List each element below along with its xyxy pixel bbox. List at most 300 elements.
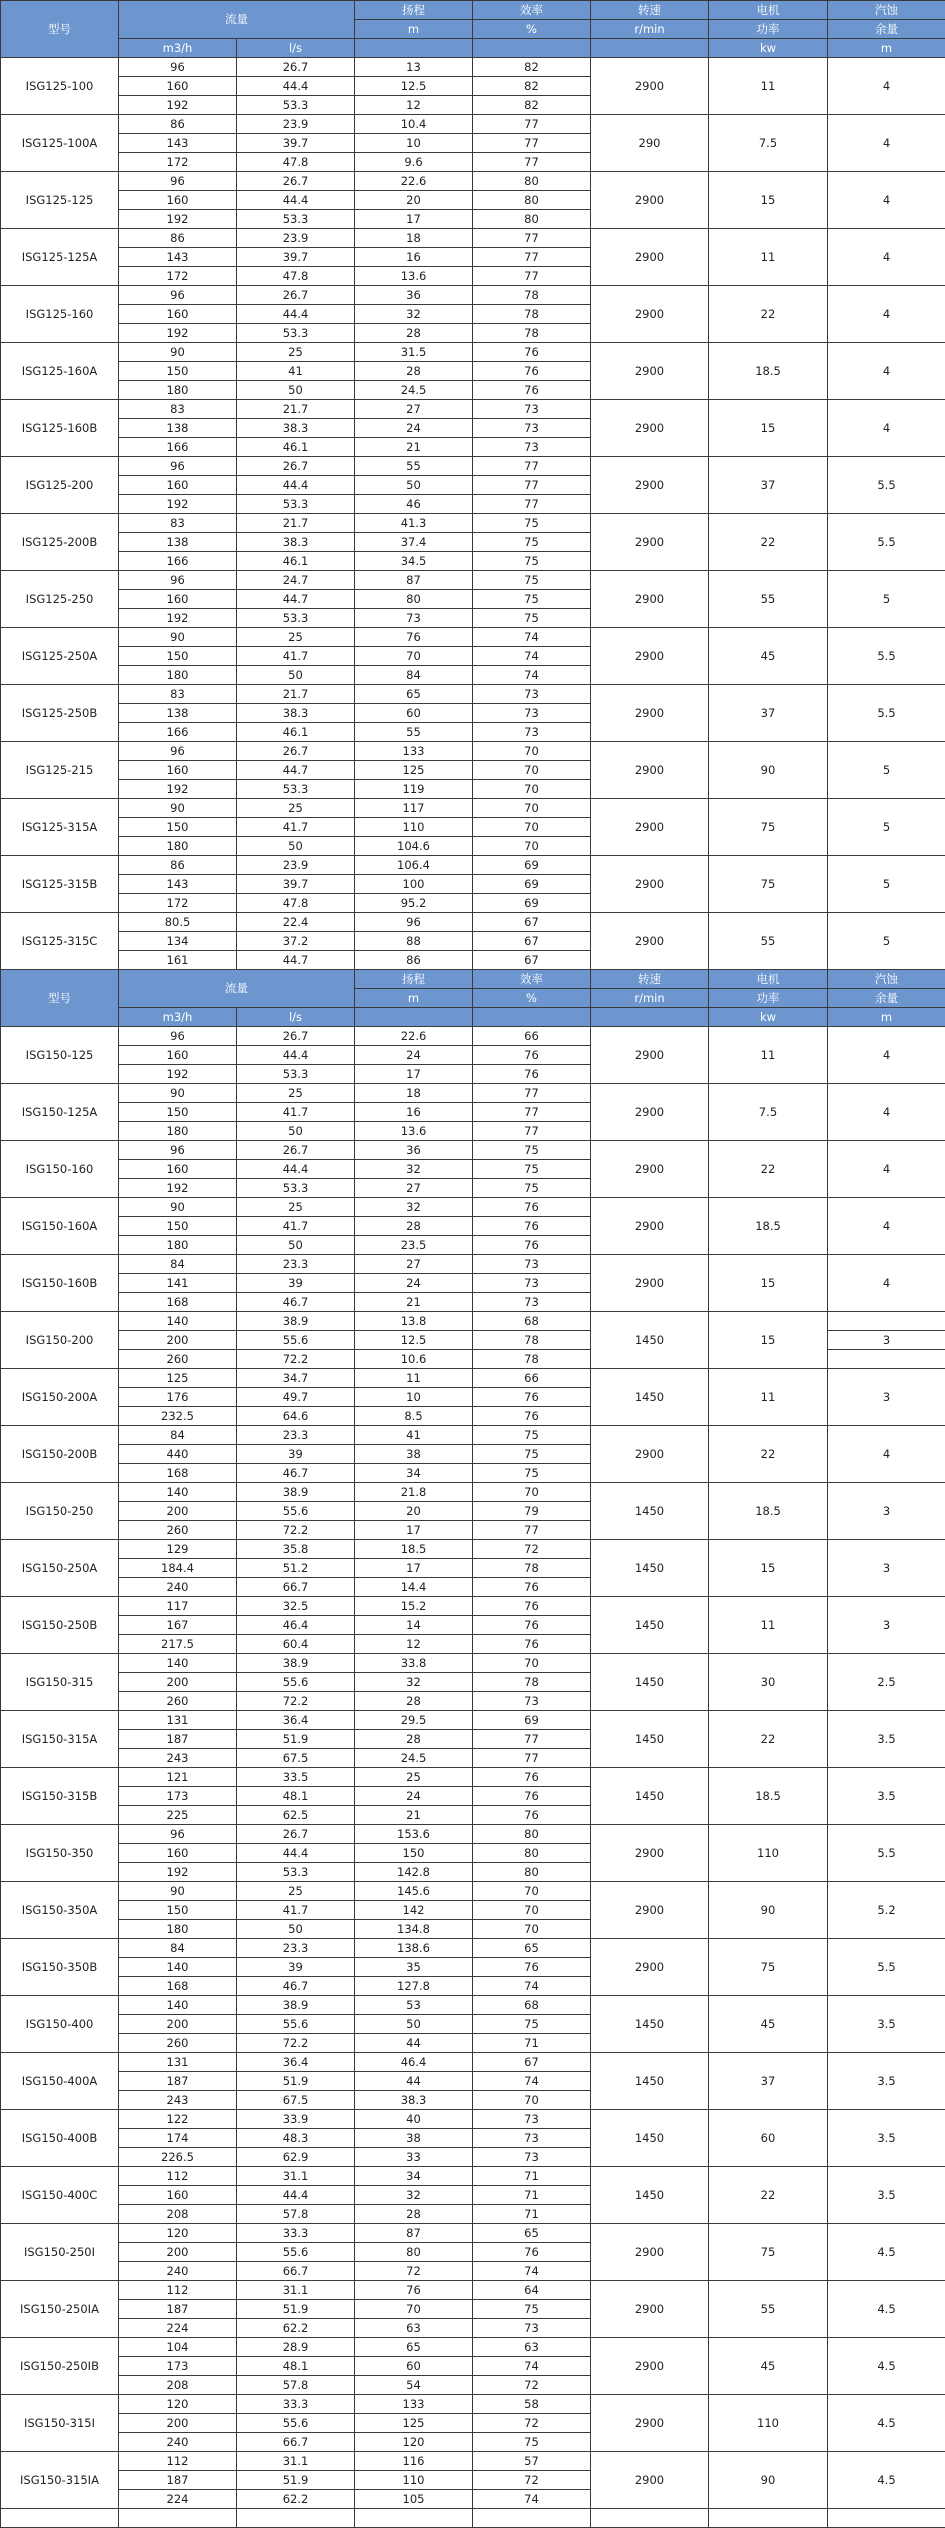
flow-m3h-cell: 131: [119, 1711, 237, 1730]
model-cell: ISG150-350A: [1, 1882, 119, 1939]
flow-ls-cell: 26.7: [237, 286, 355, 305]
speed-cell: 2900: [591, 229, 709, 286]
efficiency-cell: 73: [473, 2148, 591, 2167]
flow-ls-cell: 46.1: [237, 438, 355, 457]
efficiency-cell: 70: [473, 1654, 591, 1673]
head-cell: 95.2: [355, 894, 473, 913]
efficiency-cell: 76: [473, 1597, 591, 1616]
efficiency-cell: 69: [473, 1711, 591, 1730]
head-cell: 134.8: [355, 1920, 473, 1939]
flow-m3h-cell: 140: [119, 1958, 237, 1977]
head-cell: 12: [355, 1635, 473, 1654]
table-row: [1, 115, 945, 134]
npsh-cell: 3.5: [828, 2053, 945, 2110]
efficiency-cell: 75: [473, 514, 591, 533]
flow-m3h-cell: 240: [119, 1578, 237, 1597]
flow-m3h-cell: 160: [119, 1844, 237, 1863]
table-row: [1, 571, 945, 590]
header-npsh: 汽蚀: [828, 1, 945, 20]
flow-m3h-cell: 200: [119, 1673, 237, 1692]
table-body: [1, 1, 945, 2528]
flow-m3h-cell: 168: [119, 1977, 237, 1996]
head-cell: 22.6: [355, 1027, 473, 1046]
head-cell: 63: [355, 2319, 473, 2338]
header-head: 扬程: [355, 970, 473, 989]
model-cell: ISG125-160: [1, 286, 119, 343]
head-cell: 55: [355, 723, 473, 742]
model-cell: ISG150-350: [1, 1825, 119, 1882]
head-cell: 24: [355, 419, 473, 438]
unit-flow-ls: l/s: [237, 39, 355, 58]
speed-cell: 2900: [591, 1255, 709, 1312]
efficiency-cell: 73: [473, 2129, 591, 2148]
flow-m3h-cell: 168: [119, 1293, 237, 1312]
flow-m3h-cell: 131: [119, 2053, 237, 2072]
flow-m3h-cell: 160: [119, 590, 237, 609]
flow-ls-cell: 23.9: [237, 856, 355, 875]
flow-ls-cell: 55.6: [237, 1673, 355, 1692]
flow-ls-cell: 39: [237, 1274, 355, 1293]
power-cell: 18.5: [709, 1198, 828, 1255]
npsh-cell: 4: [828, 1027, 945, 1084]
head-cell: 32: [355, 1198, 473, 1217]
head-cell: 70: [355, 2300, 473, 2319]
flow-ls-cell: 55.6: [237, 2414, 355, 2433]
head-cell: 17: [355, 210, 473, 229]
flow-m3h-cell: 166: [119, 552, 237, 571]
head-cell: 117: [355, 799, 473, 818]
speed-cell: 2900: [591, 2452, 709, 2509]
efficiency-cell: 65: [473, 1939, 591, 1958]
model-cell: ISG150-250IB: [1, 2338, 119, 2395]
head-cell: 73: [355, 609, 473, 628]
flow-ls-cell: 53.3: [237, 1179, 355, 1198]
head-cell: 145.6: [355, 1882, 473, 1901]
head-cell: 116: [355, 2452, 473, 2471]
model-cell: ISG150-125: [1, 1027, 119, 1084]
head-cell: 46: [355, 495, 473, 514]
efficiency-cell: 77: [473, 134, 591, 153]
flow-m3h-cell: 143: [119, 134, 237, 153]
table-row: [1, 1255, 945, 1274]
table-row: [1, 1654, 945, 1673]
flow-m3h-cell: 187: [119, 2471, 237, 2490]
head-cell: 106.4: [355, 856, 473, 875]
flow-ls-cell: 32.5: [237, 1597, 355, 1616]
flow-ls-cell: 53.3: [237, 96, 355, 115]
model-cell: ISG150-160B: [1, 1255, 119, 1312]
flow-m3h-cell: 90: [119, 1198, 237, 1217]
flow-m3h-cell: 260: [119, 1521, 237, 1540]
efficiency-cell: 70: [473, 1483, 591, 1502]
model-cell: ISG150-250A: [1, 1540, 119, 1597]
power-cell: 11: [709, 1597, 828, 1654]
efficiency-cell: 77: [473, 153, 591, 172]
head-cell: 88: [355, 932, 473, 951]
head-cell: 127.8: [355, 1977, 473, 1996]
head-cell: 23.5: [355, 1236, 473, 1255]
header-npsh-margin: 余量: [828, 20, 945, 39]
head-cell: 21: [355, 438, 473, 457]
efficiency-cell: 80: [473, 1825, 591, 1844]
flow-ls-cell: 46.7: [237, 1464, 355, 1483]
speed-cell: 1450: [591, 1312, 709, 1369]
power-cell: 18.5: [709, 343, 828, 400]
efficiency-cell: 70: [473, 799, 591, 818]
table-row: [1, 1825, 945, 1844]
efficiency-cell: 77: [473, 1749, 591, 1768]
flow-ls-cell: 50: [237, 1236, 355, 1255]
flow-ls-cell: 26.7: [237, 742, 355, 761]
flow-ls-cell: 44.4: [237, 305, 355, 324]
head-cell: 150: [355, 1844, 473, 1863]
efficiency-cell: 72: [473, 2471, 591, 2490]
efficiency-cell: 76: [473, 1578, 591, 1597]
efficiency-cell: 76: [473, 1958, 591, 1977]
efficiency-cell: 70: [473, 2091, 591, 2110]
efficiency-cell: 76: [473, 2243, 591, 2262]
efficiency-cell: 68: [473, 1996, 591, 2015]
head-cell: 24.5: [355, 1749, 473, 1768]
efficiency-cell: 76: [473, 1065, 591, 1084]
table-row: [1, 685, 945, 704]
flow-ls-cell: 51.2: [237, 1559, 355, 1578]
table-row: [1, 856, 945, 875]
speed-cell: 2900: [591, 2395, 709, 2452]
head-cell: 110: [355, 2471, 473, 2490]
flow-ls-cell: 60.4: [237, 1635, 355, 1654]
flow-m3h-cell: 166: [119, 438, 237, 457]
head-cell: 27: [355, 1179, 473, 1198]
head-cell: 28: [355, 1692, 473, 1711]
flow-ls-cell: 31.1: [237, 2281, 355, 2300]
flow-m3h-cell: 86: [119, 115, 237, 134]
head-cell: 16: [355, 248, 473, 267]
efficiency-cell: 70: [473, 1920, 591, 1939]
flow-m3h-cell: 112: [119, 2452, 237, 2471]
flow-m3h-cell: 112: [119, 2281, 237, 2300]
flow-m3h-cell: 90: [119, 628, 237, 647]
efficiency-cell: 75: [473, 1426, 591, 1445]
npsh-cell: 4: [828, 343, 945, 400]
header-model: 型号: [1, 1, 119, 58]
head-cell: 133: [355, 2395, 473, 2414]
model-cell: ISG150-160: [1, 1141, 119, 1198]
table-row: [1, 2110, 945, 2129]
head-cell: 17: [355, 1559, 473, 1578]
npsh-cell: 2.5: [828, 1654, 945, 1711]
efficiency-cell: 69: [473, 875, 591, 894]
flow-m3h-cell: 96: [119, 172, 237, 191]
flow-ls-cell: 44.4: [237, 476, 355, 495]
flow-ls-cell: 66.7: [237, 1578, 355, 1597]
flow-m3h-cell: 120: [119, 2224, 237, 2243]
power-cell: 90: [709, 742, 828, 799]
flow-ls-cell: 72.2: [237, 1521, 355, 1540]
flow-m3h-cell: 150: [119, 1217, 237, 1236]
head-cell: 38.3: [355, 2091, 473, 2110]
speed-cell: 1450: [591, 1996, 709, 2053]
power-cell: 7.5: [709, 1084, 828, 1141]
head-cell: 142: [355, 1901, 473, 1920]
npsh-cell: 4: [828, 58, 945, 115]
npsh-cell: 5: [828, 856, 945, 913]
model-cell: ISG150-200A: [1, 1369, 119, 1426]
flow-m3h-cell: 121: [119, 1768, 237, 1787]
head-cell: 50: [355, 476, 473, 495]
empty-row: [1, 2509, 945, 2528]
flow-ls-cell: 50: [237, 1122, 355, 1141]
flow-m3h-cell: 167: [119, 1616, 237, 1635]
speed-cell: 2900: [591, 571, 709, 628]
flow-ls-cell: 39.7: [237, 134, 355, 153]
flow-ls-cell: 44.7: [237, 590, 355, 609]
model-cell: ISG150-200B: [1, 1426, 119, 1483]
efficiency-cell: 78: [473, 1350, 591, 1369]
flow-m3h-cell: 200: [119, 1502, 237, 1521]
flow-m3h-cell: 86: [119, 229, 237, 248]
power-cell: 11: [709, 229, 828, 286]
head-cell: 87: [355, 2224, 473, 2243]
power-cell: 75: [709, 2224, 828, 2281]
flow-ls-cell: 38.9: [237, 1996, 355, 2015]
flow-m3h-cell: 96: [119, 286, 237, 305]
head-cell: 24: [355, 1274, 473, 1293]
table-row: [1, 1711, 945, 1730]
efficiency-cell: 76: [473, 1806, 591, 1825]
npsh-cell: 4: [828, 1255, 945, 1312]
table-row: [1, 1141, 945, 1160]
efficiency-cell: 76: [473, 381, 591, 400]
efficiency-cell: 78: [473, 324, 591, 343]
speed-cell: 2900: [591, 913, 709, 970]
head-cell: 54: [355, 2376, 473, 2395]
efficiency-cell: 71: [473, 2167, 591, 2186]
flow-ls-cell: 62.5: [237, 1806, 355, 1825]
flow-ls-cell: 46.1: [237, 552, 355, 571]
npsh-cell: 4.5: [828, 2224, 945, 2281]
flow-m3h-cell: 129: [119, 1540, 237, 1559]
npsh-cell: 4.5: [828, 2452, 945, 2509]
efficiency-cell: 73: [473, 2110, 591, 2129]
flow-m3h-cell: 172: [119, 894, 237, 913]
flow-m3h-cell: 80.5: [119, 913, 237, 932]
model-cell: ISG125-250: [1, 571, 119, 628]
speed-cell: 2900: [591, 1426, 709, 1483]
flow-ls-cell: 47.8: [237, 153, 355, 172]
flow-ls-cell: 53.3: [237, 1863, 355, 1882]
efficiency-cell: 72: [473, 1540, 591, 1559]
head-cell: 28: [355, 2205, 473, 2224]
flow-ls-cell: 44.4: [237, 1160, 355, 1179]
model-cell: ISG125-100A: [1, 115, 119, 172]
flow-ls-cell: 55.6: [237, 2015, 355, 2034]
flow-m3h-cell: 174: [119, 2129, 237, 2148]
efficiency-cell: 77: [473, 115, 591, 134]
flow-m3h-cell: 160: [119, 1160, 237, 1179]
table-row: [1, 1540, 945, 1559]
flow-ls-cell: 38.9: [237, 1483, 355, 1502]
efficiency-cell: 80: [473, 1844, 591, 1863]
npsh-cell: [828, 1350, 945, 1369]
efficiency-cell: 64: [473, 2281, 591, 2300]
flow-ls-cell: 23.9: [237, 115, 355, 134]
power-cell: 45: [709, 2338, 828, 2395]
power-cell: 7.5: [709, 115, 828, 172]
flow-m3h-cell: 166: [119, 723, 237, 742]
flow-m3h-cell: 96: [119, 58, 237, 77]
flow-ls-cell: 53.3: [237, 495, 355, 514]
head-cell: 38: [355, 1445, 473, 1464]
efficiency-cell: 73: [473, 419, 591, 438]
flow-m3h-cell: 240: [119, 2433, 237, 2452]
head-cell: 34: [355, 2167, 473, 2186]
npsh-cell: 4: [828, 286, 945, 343]
flow-ls-cell: 23.3: [237, 1426, 355, 1445]
flow-m3h-cell: 90: [119, 799, 237, 818]
flow-ls-cell: 50: [237, 837, 355, 856]
flow-m3h-cell: 217.5: [119, 1635, 237, 1654]
power-cell: 90: [709, 1882, 828, 1939]
model-cell: ISG125-125: [1, 172, 119, 229]
head-cell: 17: [355, 1065, 473, 1084]
flow-m3h-cell: 200: [119, 2414, 237, 2433]
efficiency-cell: 76: [473, 1787, 591, 1806]
flow-m3h-cell: 208: [119, 2205, 237, 2224]
model-cell: ISG125-315B: [1, 856, 119, 913]
model-cell: ISG150-315B: [1, 1768, 119, 1825]
efficiency-cell: 63: [473, 2338, 591, 2357]
power-cell: 60: [709, 2110, 828, 2167]
header-npsh: 汽蚀: [828, 970, 945, 989]
flow-ls-cell: 25: [237, 1198, 355, 1217]
efficiency-cell: 76: [473, 1046, 591, 1065]
power-cell: 45: [709, 1996, 828, 2053]
efficiency-cell: 75: [473, 1141, 591, 1160]
flow-m3h-cell: 200: [119, 1331, 237, 1350]
npsh-cell: 4: [828, 1198, 945, 1255]
flow-m3h-cell: 122: [119, 2110, 237, 2129]
efficiency-cell: 77: [473, 248, 591, 267]
efficiency-cell: 77: [473, 1103, 591, 1122]
model-cell: ISG125-125A: [1, 229, 119, 286]
empty-cell: [709, 2509, 828, 2528]
flow-ls-cell: 51.9: [237, 2300, 355, 2319]
power-cell: 55: [709, 2281, 828, 2338]
head-cell: 41: [355, 1426, 473, 1445]
efficiency-cell: 79: [473, 1502, 591, 1521]
head-cell: 28: [355, 1730, 473, 1749]
header-motor: 电机: [709, 970, 828, 989]
head-cell: 125: [355, 2414, 473, 2433]
head-cell: 12.5: [355, 77, 473, 96]
unit-flow-ls: l/s: [237, 1008, 355, 1027]
model-cell: ISG125-315A: [1, 799, 119, 856]
npsh-cell: 3.5: [828, 2167, 945, 2224]
flow-m3h-cell: 90: [119, 1084, 237, 1103]
head-cell: 22.6: [355, 172, 473, 191]
speed-cell: 2900: [591, 1882, 709, 1939]
efficiency-cell: 77: [473, 1084, 591, 1103]
table-row: [1, 1597, 945, 1616]
head-cell: 17: [355, 1521, 473, 1540]
npsh-cell: 5.5: [828, 1939, 945, 1996]
table-row: [1, 58, 945, 77]
npsh-cell: 4: [828, 1084, 945, 1141]
flow-m3h-cell: 83: [119, 400, 237, 419]
power-cell: 18.5: [709, 1483, 828, 1540]
flow-m3h-cell: 150: [119, 647, 237, 666]
flow-ls-cell: 23.3: [237, 1255, 355, 1274]
flow-ls-cell: 47.8: [237, 267, 355, 286]
npsh-cell: 5: [828, 571, 945, 628]
flow-ls-cell: 25: [237, 343, 355, 362]
efficiency-cell: 73: [473, 704, 591, 723]
header-motor-power: 功率: [709, 989, 828, 1008]
efficiency-cell: 66: [473, 1027, 591, 1046]
speed-cell: 2900: [591, 343, 709, 400]
flow-m3h-cell: 160: [119, 1046, 237, 1065]
npsh-cell: 3.5: [828, 1996, 945, 2053]
npsh-cell: [828, 1312, 945, 1331]
flow-ls-cell: 51.9: [237, 2471, 355, 2490]
header-row: [1, 970, 945, 989]
flow-m3h-cell: 192: [119, 780, 237, 799]
flow-ls-cell: 23.3: [237, 1939, 355, 1958]
efficiency-cell: 75: [473, 1179, 591, 1198]
efficiency-cell: 75: [473, 2433, 591, 2452]
empty-cell: [355, 2509, 473, 2528]
efficiency-cell: 65: [473, 2224, 591, 2243]
power-cell: 22: [709, 514, 828, 571]
efficiency-cell: 78: [473, 305, 591, 324]
npsh-cell: 3.5: [828, 1711, 945, 1768]
model-cell: ISG150-400: [1, 1996, 119, 2053]
npsh-cell: 4: [828, 1426, 945, 1483]
speed-cell: 2900: [591, 457, 709, 514]
flow-ls-cell: 55.6: [237, 1331, 355, 1350]
table-row: [1, 913, 945, 932]
flow-m3h-cell: 224: [119, 2490, 237, 2509]
npsh-cell: 3: [828, 1540, 945, 1597]
flow-ls-cell: 53.3: [237, 609, 355, 628]
empty-cell: [119, 2509, 237, 2528]
flow-m3h-cell: 172: [119, 153, 237, 172]
table-row: [1, 2338, 945, 2357]
flow-m3h-cell: 168: [119, 1464, 237, 1483]
npsh-cell: 4.5: [828, 2281, 945, 2338]
flow-m3h-cell: 84: [119, 1939, 237, 1958]
flow-m3h-cell: 187: [119, 2300, 237, 2319]
efficiency-cell: 73: [473, 1255, 591, 1274]
model-cell: ISG150-250IA: [1, 2281, 119, 2338]
head-cell: 14.4: [355, 1578, 473, 1597]
unit-efficiency: %: [473, 20, 591, 39]
flow-m3h-cell: 180: [119, 381, 237, 400]
npsh-cell: 3: [828, 1483, 945, 1540]
efficiency-cell: 73: [473, 1274, 591, 1293]
power-cell: 11: [709, 1027, 828, 1084]
header-blank: [473, 39, 591, 58]
efficiency-cell: 74: [473, 1977, 591, 1996]
flow-ls-cell: 62.2: [237, 2319, 355, 2338]
npsh-cell: 4: [828, 1141, 945, 1198]
flow-ls-cell: 25: [237, 799, 355, 818]
efficiency-cell: 78: [473, 1673, 591, 1692]
model-cell: ISG150-250: [1, 1483, 119, 1540]
head-cell: 44: [355, 2072, 473, 2091]
model-cell: ISG125-160B: [1, 400, 119, 457]
